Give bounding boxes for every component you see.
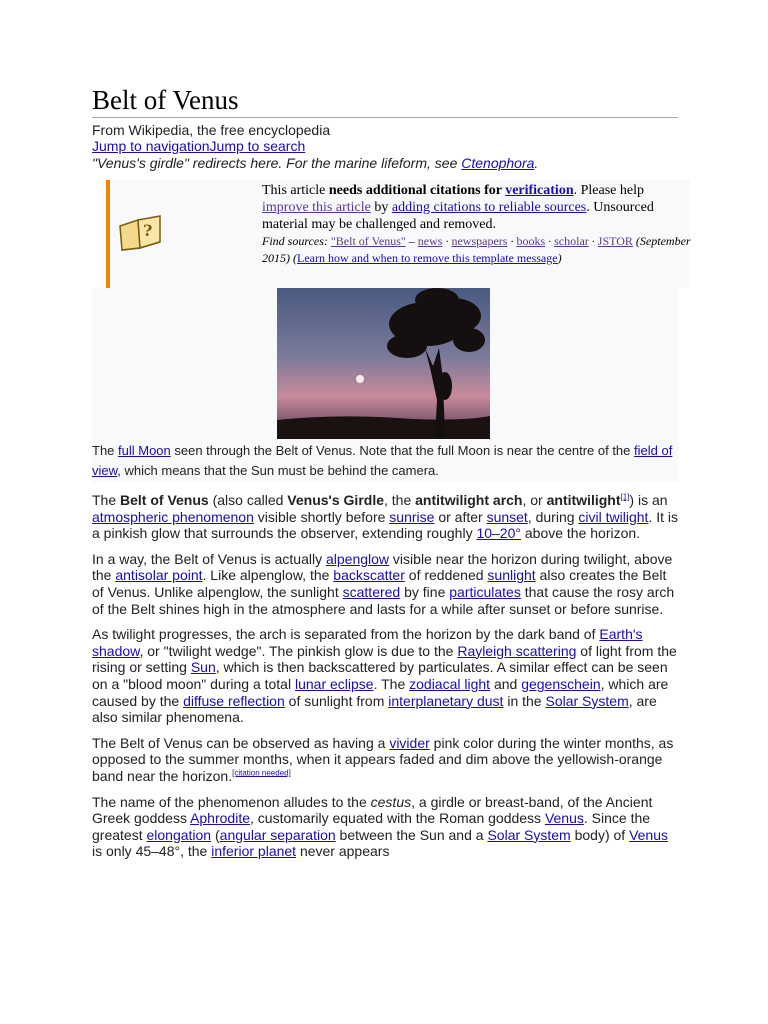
- paren-open: (: [290, 251, 297, 265]
- caption-t3: , which means that the Sun must be behind the camera.: [117, 463, 439, 478]
- notice-text: [262, 182, 694, 267]
- italic-term: cestus: [370, 793, 412, 810]
- solar-system-link-2[interactable]: Solar System: [487, 826, 571, 843]
- article: [92, 0, 678, 172]
- jump-to-search-link[interactable]: Jump to search: [209, 138, 306, 154]
- books-link[interactable]: books: [516, 234, 546, 248]
- belt-of-venus-photo[interactable]: [277, 288, 490, 439]
- text: and: [490, 675, 522, 692]
- venus-link-2[interactable]: Venus: [629, 826, 669, 843]
- text: . The: [373, 675, 410, 692]
- field-of-view-link[interactable]: field of view: [92, 443, 673, 478]
- jump-to-navigation-link[interactable]: Jump to navigation: [92, 138, 210, 154]
- hatnote-text-end: .: [534, 155, 539, 171]
- scholar-link[interactable]: scholar: [554, 234, 589, 248]
- paragraph-3: [92, 626, 678, 726]
- angular-separation-link[interactable]: angular separation: [219, 826, 336, 843]
- text: in the: [503, 692, 546, 709]
- elongation-link[interactable]: elongation: [146, 826, 212, 843]
- paragraph-2: [92, 551, 678, 617]
- svg-text:?: ?: [143, 221, 153, 240]
- aphrodite-link[interactable]: Aphrodite: [190, 810, 250, 827]
- improve-article-link[interactable]: improve this article: [262, 200, 371, 215]
- ctenophora-link[interactable]: Ctenophora: [461, 155, 535, 171]
- zodiacal-light-link[interactable]: zodiacal light: [409, 675, 491, 692]
- text: The: [92, 492, 121, 508]
- alpenglow-link[interactable]: alpenglow: [325, 550, 390, 567]
- text: , customarily equated with the Roman goddess: [250, 810, 545, 827]
- earths-shadow-link[interactable]: Earth's shadow: [92, 626, 643, 659]
- text: . Like alpenglow, the: [202, 567, 334, 584]
- degrees-link[interactable]: 10–20°: [476, 525, 521, 542]
- text: . It is a pinkish glow that surrounds the observer, extending roughly: [92, 508, 678, 542]
- notice-date: (September 2015): [262, 234, 691, 265]
- atmospheric-phenomenon-link[interactable]: atmospheric phenomenon: [92, 508, 254, 525]
- paragraph-1: [92, 492, 678, 542]
- text: visible shortly before: [253, 508, 390, 525]
- text: visible near the horizon during twilight, above the: [92, 550, 673, 584]
- diffuse-reflection-link[interactable]: diffuse reflection: [183, 692, 285, 709]
- find-query-link[interactable]: "Belt of Venus": [330, 234, 406, 248]
- tagline: From Wikipedia, the free encyclopedia: [92, 122, 331, 138]
- lunar-eclipse-link[interactable]: lunar eclipse: [294, 675, 374, 692]
- remove-template-link[interactable]: Learn how and when to remove this template message: [297, 251, 558, 265]
- text: by fine: [400, 583, 450, 600]
- text: is only 45–48°, the: [92, 843, 212, 860]
- text: pink color during the winter months, as opposed to the summer months, when it appears faded and dim above the yellowish-orange band near the horizon.: [92, 734, 674, 784]
- text: , a girdle or breast-band, of the Ancient Greek goddess: [92, 793, 653, 827]
- sunrise-link[interactable]: sunrise: [389, 508, 435, 525]
- hatnote: [92, 154, 678, 172]
- paragraph-4: [92, 735, 678, 785]
- bold-term: antitwilight: [546, 492, 621, 508]
- text: The name of the phenomenon alludes to the: [92, 793, 371, 810]
- notice-t1: This article: [262, 183, 329, 198]
- text: (: [211, 826, 220, 843]
- find-sources-label: Find sources:: [262, 234, 328, 248]
- particulates-link[interactable]: particulates: [449, 583, 521, 600]
- sunset-link[interactable]: sunset: [486, 508, 528, 525]
- vivider-link[interactable]: vivider: [389, 734, 430, 751]
- text: of light from the rising or setting: [92, 642, 677, 676]
- paragraph-5: [92, 794, 678, 860]
- article-body: [92, 492, 678, 869]
- civil-twilight-link[interactable]: civil twilight: [578, 508, 649, 525]
- notice-t3: by: [370, 200, 392, 215]
- text: also creates the Belt of Venus. Unlike alpenglow, the sunlight: [92, 567, 667, 600]
- interplanetary-dust-link[interactable]: interplanetary dust: [388, 692, 504, 709]
- caption-t1: The: [92, 443, 119, 458]
- full-moon-link[interactable]: full Moon: [118, 443, 171, 458]
- text: of sunlight from: [284, 692, 389, 709]
- dot-sep: ·: [442, 234, 452, 248]
- text: of reddened: [404, 567, 488, 584]
- hatnote-text: "Venus's girdle" redirects here. For the marine lifeform, see: [92, 155, 462, 171]
- text: , are also similar phenomena.: [92, 692, 657, 726]
- jstor-link[interactable]: JSTOR: [597, 234, 633, 248]
- inferior-planet-link[interactable]: inferior planet: [211, 843, 297, 860]
- dot-sep: ·: [507, 234, 517, 248]
- sun-link[interactable]: Sun: [190, 659, 216, 676]
- jump-links: [92, 138, 678, 154]
- reference-1-link[interactable]: [1]: [620, 492, 630, 502]
- caption-t2: seen through the Belt of Venus. Note that the full Moon is near the centre of the: [170, 443, 635, 458]
- text: , or "twilight wedge". The pinkish glow is due to the: [139, 642, 458, 659]
- bold-term: antitwilight arch: [415, 492, 523, 508]
- citation-notice-box: [106, 180, 690, 288]
- find-dash: –: [405, 234, 418, 248]
- antisolar-point-link[interactable]: antisolar point: [115, 567, 203, 584]
- venus-link[interactable]: Venus: [544, 810, 584, 827]
- paren-close: ): [557, 251, 562, 265]
- verification-link[interactable]: verification: [505, 183, 574, 198]
- text: that cause the rosy arch of the Belt shines high in the atmosphere and lasts for a while after sunset or before sunrise.: [92, 583, 675, 617]
- newspapers-link[interactable]: newspapers: [451, 234, 508, 248]
- backscatter-link[interactable]: backscatter: [333, 567, 405, 584]
- rayleigh-scattering-link[interactable]: Rayleigh scattering: [457, 642, 577, 659]
- text: , which is then backscattered by particulates. A similar effect can be seen on a "blood moon" during a total: [92, 659, 668, 692]
- bold-term: Belt of Venus: [120, 492, 209, 508]
- text: , or: [522, 492, 547, 508]
- text: In a way, the Belt of Venus is actually: [92, 550, 326, 567]
- notice-bold: needs additional citations for: [328, 183, 506, 198]
- text: (also called: [208, 492, 288, 508]
- thumbnail-figure: [92, 288, 678, 482]
- find-sources: [262, 233, 694, 267]
- text: . Since the greatest: [92, 810, 651, 843]
- figure-caption: [92, 441, 678, 481]
- text: ) is an: [629, 492, 668, 508]
- text: never appears: [296, 843, 390, 860]
- citation-needed-link[interactable]: [citation needed]: [232, 768, 291, 778]
- text: , which are caused by the: [92, 675, 669, 709]
- page-title: Belt of Venus: [92, 0, 678, 118]
- notice-t4: . Unsourced material may be challenged and removed.: [262, 200, 654, 232]
- text: As twilight progresses, the arch is separated from the horizon by the dark band of: [92, 626, 600, 643]
- text: , during: [527, 508, 579, 525]
- solar-system-link[interactable]: Solar System: [545, 692, 629, 709]
- gegenschein-link[interactable]: gegenschein: [521, 675, 601, 692]
- book-question-icon: [116, 212, 164, 252]
- bold-term: Venus's Girdle: [287, 492, 384, 508]
- text: The Belt of Venus can be observed as having a: [92, 734, 390, 751]
- news-link[interactable]: news: [417, 234, 443, 248]
- text: or after: [434, 508, 487, 525]
- text: , the: [384, 492, 416, 508]
- text: above the horizon.: [520, 525, 641, 542]
- scattered-link[interactable]: scattered: [342, 583, 401, 600]
- dot-sep: ·: [545, 234, 555, 248]
- sunlight-link[interactable]: sunlight: [487, 567, 536, 584]
- text: between the Sun and a: [335, 826, 488, 843]
- notice-t2: . Please help: [573, 183, 644, 198]
- text: body) of: [570, 826, 630, 843]
- dot-sep: ·: [588, 234, 598, 248]
- adding-citations-link[interactable]: adding citations to reliable sources: [391, 200, 587, 215]
